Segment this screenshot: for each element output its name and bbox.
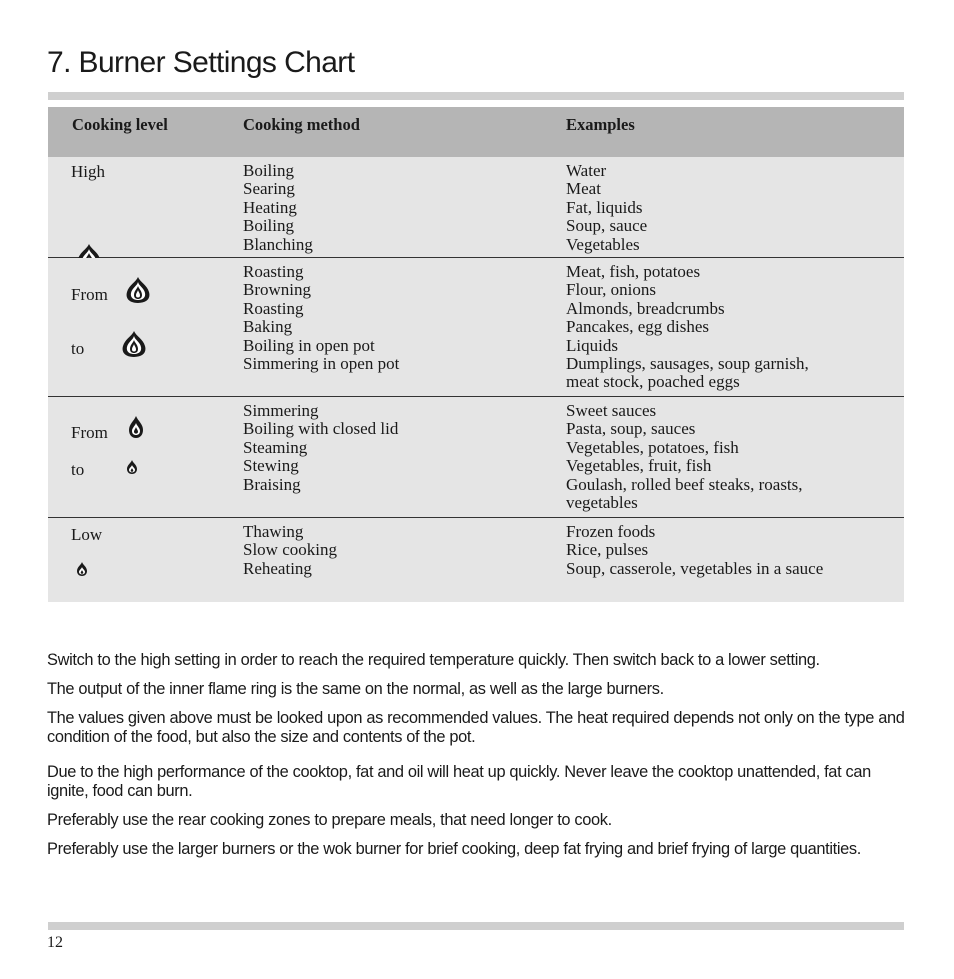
example-item: Liquids — [566, 335, 618, 355]
example-item: Soup, sauce — [566, 216, 648, 236]
example-item: Flour, onions — [566, 280, 656, 300]
example-item: Vegetables, potatoes, fish — [566, 437, 739, 457]
example-item: Vegetables, fruit, fish — [566, 456, 712, 476]
flame-small-icon — [127, 459, 138, 475]
example-item: Pasta, soup, sauces — [566, 419, 696, 439]
example-item: meat stock, poached eggs — [566, 372, 740, 392]
methods-cell-row3 — [243, 402, 398, 494]
page-title: 7. Burner Settings Chart — [47, 46, 355, 79]
method-item: Reheating — [243, 558, 312, 578]
note-paragraph: The values given above must be looked upon as recommended values. The heat required depends not only on the type and condition of the food, but also the size and contents of the pot. — [47, 709, 905, 746]
example-item: Vegetables — [566, 234, 640, 254]
footer-divider — [48, 922, 904, 930]
methods-cell-row2 — [243, 263, 399, 373]
note-paragraph: Preferably use the larger burners or the wok burner for brief cooking, deep fat frying and brief frying of large quantities. — [47, 840, 861, 858]
example-item: Rice, pulses — [566, 540, 649, 560]
usage-notes — [47, 651, 907, 869]
examples-cell-row2 — [566, 263, 809, 392]
example-item: Goulash, rolled beef steaks, roasts, — [566, 474, 803, 494]
method-item: Searing — [243, 179, 295, 199]
example-item: Dumplings, sausages, soup garnish, — [566, 354, 809, 374]
example-item: Soup, casserole, vegetables in a sauce — [566, 558, 824, 578]
example-item: Almonds, breadcrumbs — [566, 298, 725, 318]
method-item: Boiling — [243, 216, 295, 236]
note-paragraph: Switch to the high setting in order to reach the required temperature quickly. Then switch back to a lower setting. — [47, 651, 820, 669]
note-paragraph: Preferably use the rear cooking zones to prepare meals, that need longer to cook. — [47, 811, 612, 829]
example-item: Frozen foods — [566, 522, 656, 541]
example-item: vegetables — [566, 493, 638, 513]
method-item: Boiling with closed lid — [243, 419, 399, 439]
level-label-low: Low — [71, 525, 103, 544]
method-item: Boiling — [243, 161, 295, 180]
method-item: Steaming — [243, 437, 308, 457]
table-row-high-to-medium — [48, 258, 904, 397]
table-header — [48, 107, 904, 157]
flame-large-icon — [125, 276, 152, 304]
flame-large-icon — [121, 330, 148, 358]
level-label-to: to — [71, 460, 85, 479]
level-label-from: From — [71, 285, 108, 304]
burner-settings-table — [48, 107, 904, 602]
method-item: Stewing — [243, 456, 299, 476]
level-label-to: to — [71, 339, 85, 358]
method-item: Simmering — [243, 401, 319, 420]
method-item: Braising — [243, 474, 301, 494]
flame-small-icon — [77, 561, 88, 577]
method-item: Thawing — [243, 522, 304, 541]
method-item: Boiling in open pot — [243, 335, 375, 355]
table-row-low — [48, 518, 904, 602]
example-item: Sweet sauces — [566, 401, 657, 420]
method-item: Heating — [243, 197, 297, 217]
table-row-high — [48, 157, 904, 258]
methods-cell-high — [243, 162, 313, 254]
table-row-medium-to-low — [48, 397, 904, 518]
method-item: Slow cooking — [243, 540, 337, 560]
example-item: Pancakes, egg dishes — [566, 317, 710, 337]
examples-cell-low — [566, 523, 823, 578]
method-item: Browning — [243, 280, 311, 300]
note-paragraph: Due to the high performance of the cooktop, fat and oil will heat up quickly. Never leave the cooktop unattended, fat can ignite, food can burn. — [47, 763, 871, 800]
method-item: Baking — [243, 317, 293, 337]
header-cooking-method: Cooking method — [243, 115, 360, 134]
method-item: Roasting — [243, 262, 304, 281]
header-examples: Examples — [566, 115, 635, 134]
method-item: Simmering in open pot — [243, 354, 400, 374]
flame-medium-icon — [128, 415, 144, 439]
example-item: Water — [566, 161, 607, 180]
header-cooking-level: Cooking level — [72, 115, 168, 134]
method-item: Blanching — [243, 234, 313, 254]
level-label-from: From — [71, 423, 108, 442]
page-number: 12 — [47, 934, 63, 951]
example-item: Fat, liquids — [566, 197, 643, 217]
example-item: Meat — [566, 179, 601, 199]
example-item: Meat, fish, potatoes — [566, 262, 701, 281]
note-paragraph: The output of the inner flame ring is the same on the normal, as well as the large burners. — [47, 680, 664, 698]
examples-cell-row3 — [566, 402, 803, 512]
method-item: Roasting — [243, 298, 304, 318]
examples-cell-high — [566, 162, 647, 254]
level-label-high: High — [71, 162, 105, 181]
methods-cell-low — [243, 523, 337, 578]
title-divider — [48, 92, 904, 100]
